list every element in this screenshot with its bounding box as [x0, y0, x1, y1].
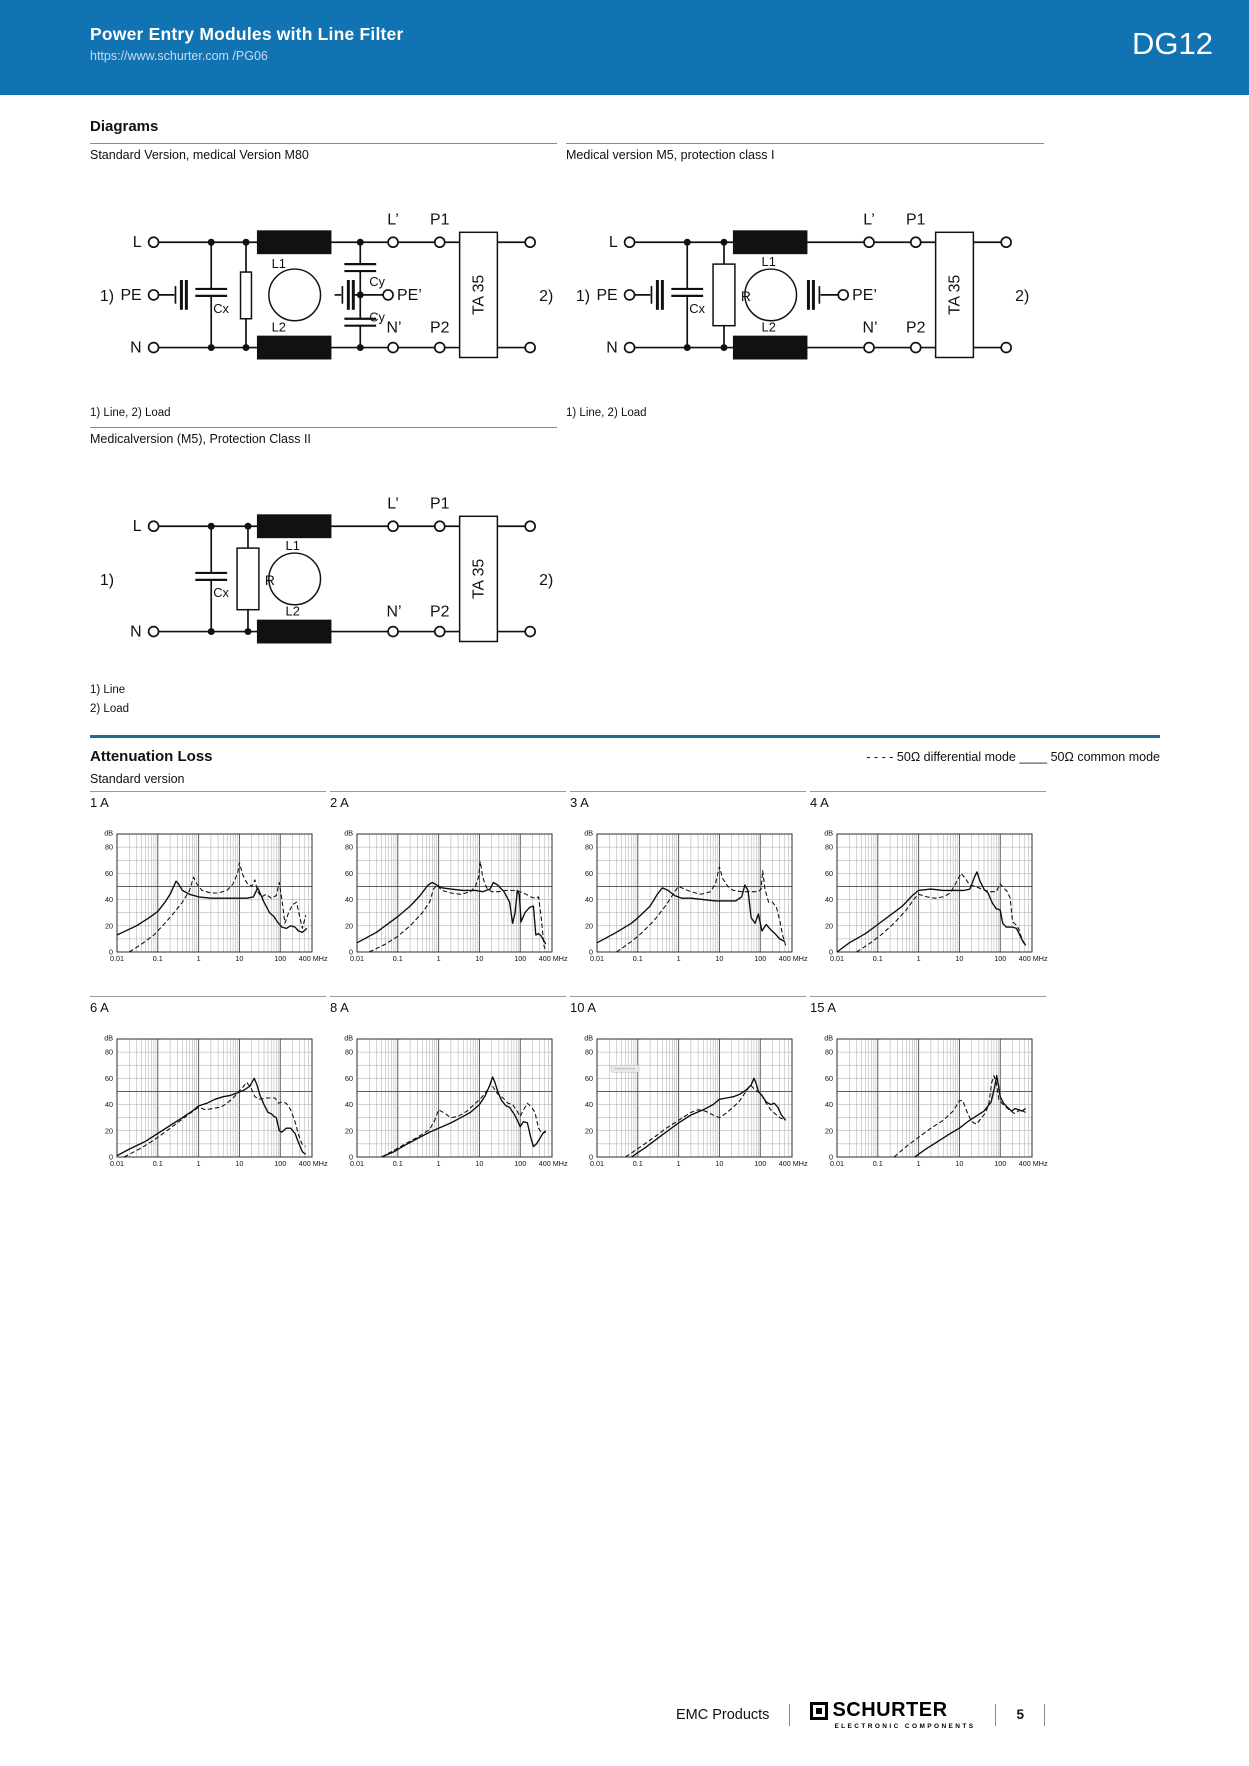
diagram-3-caption-line: 1) Line: [90, 684, 126, 696]
svg-text:0.01: 0.01: [830, 954, 844, 963]
label-PE: PE: [596, 286, 618, 304]
label-ta35: TA 35: [946, 274, 964, 316]
cx-capacitor: [195, 526, 227, 631]
svg-text:0: 0: [349, 1152, 353, 1162]
svg-text:dB: dB: [584, 1033, 593, 1043]
svg-text:1: 1: [436, 954, 441, 963]
svg-text:1: 1: [916, 954, 921, 963]
svg-text:80: 80: [345, 842, 353, 852]
svg-text:0.01: 0.01: [110, 954, 124, 963]
attenuation-chart-3a: [570, 826, 806, 968]
svg-text:0.1: 0.1: [632, 1159, 643, 1168]
diagram-2-title: Medical version M5, protection class I: [566, 143, 1044, 162]
svg-text:40: 40: [585, 895, 593, 905]
diagram-column-left: [90, 143, 557, 727]
pe-prime-branch: [808, 280, 848, 310]
svg-text:1: 1: [676, 954, 681, 963]
label-N-prime: N’: [862, 319, 878, 337]
label-P1: P1: [430, 495, 450, 513]
label-Cy-top: Cy: [369, 273, 385, 289]
svg-text:0: 0: [109, 1152, 113, 1162]
svg-text:0.01: 0.01: [350, 1159, 364, 1168]
svg-text:40: 40: [585, 1100, 593, 1110]
attenuation-section-title: Attenuation Loss: [90, 748, 213, 765]
attenuation-chart-6a: [90, 1031, 326, 1173]
chart-label: 4 A: [810, 791, 1046, 810]
diagram-1-title: Standard Version, medical Version M80: [90, 143, 557, 162]
svg-text:60: 60: [105, 868, 113, 878]
label-ta35: TA 35: [470, 558, 488, 600]
svg-text:20: 20: [585, 1126, 593, 1136]
svg-text:400: 400: [298, 954, 311, 963]
svg-text:MHz: MHz: [552, 1159, 568, 1168]
svg-text:0.1: 0.1: [392, 1159, 403, 1168]
svg-text:40: 40: [105, 1100, 113, 1110]
pe-input: [149, 280, 187, 310]
attenuation-header: [90, 748, 1160, 765]
footer-divider: [789, 1704, 790, 1726]
brand-name: SCHURTER: [832, 1699, 948, 1721]
svg-text:80: 80: [105, 1047, 113, 1057]
svg-text:60: 60: [345, 1073, 353, 1083]
section-divider-rule: [90, 735, 1160, 738]
header: [0, 0, 1249, 95]
svg-text:1: 1: [436, 1159, 441, 1168]
svg-text:MHz: MHz: [552, 954, 568, 963]
svg-text:dB: dB: [104, 1033, 113, 1043]
label-line-1: 1): [99, 287, 115, 305]
svg-text:0: 0: [349, 947, 353, 957]
svg-text:dB: dB: [344, 1033, 353, 1043]
footer-divider: [1044, 1704, 1045, 1726]
chart-cell-2a: [330, 791, 566, 968]
label-L-prime: L’: [387, 495, 399, 513]
attenuation-subtitle: Standard version: [90, 772, 185, 786]
svg-text:0.1: 0.1: [872, 954, 883, 963]
attenuation-chart-2a: [330, 826, 566, 968]
svg-text:40: 40: [825, 1100, 833, 1110]
svg-text:MHz: MHz: [1032, 954, 1048, 963]
svg-text:10: 10: [955, 954, 964, 963]
label-R: R: [740, 287, 751, 304]
svg-text:40: 40: [345, 895, 353, 905]
svg-text:400: 400: [1018, 1159, 1031, 1168]
svg-text:20: 20: [585, 921, 593, 931]
svg-text:400: 400: [538, 954, 551, 963]
svg-text:10: 10: [475, 1159, 484, 1168]
svg-text:40: 40: [345, 1100, 353, 1110]
attenuation-chart-15a: [810, 1031, 1046, 1173]
chart-cell-1a: [90, 791, 326, 968]
chart-cell-10a: [570, 996, 806, 1173]
label-load-2: 2): [1015, 287, 1030, 305]
chart-cell-8a: [330, 996, 566, 1173]
svg-text:60: 60: [345, 868, 353, 878]
svg-text:MHz: MHz: [312, 1159, 328, 1168]
svg-text:10: 10: [235, 1159, 244, 1168]
label-P2: P2: [906, 319, 926, 337]
svg-text:100: 100: [994, 1159, 1007, 1168]
attenuation-legend: - - - - 50Ω differential mode ____ 50Ω common mode: [866, 750, 1160, 764]
resistor-R: [713, 242, 735, 347]
svg-text:10: 10: [475, 954, 484, 963]
svg-text:0.1: 0.1: [392, 954, 403, 963]
svg-text:20: 20: [345, 1126, 353, 1136]
svg-text:10: 10: [955, 1159, 964, 1168]
attenuation-chart-8a: [330, 1031, 566, 1173]
content: [0, 118, 1249, 1173]
chart-label: 15 A: [810, 996, 1046, 1015]
svg-text:100: 100: [274, 1159, 287, 1168]
svg-text:MHz: MHz: [792, 954, 808, 963]
svg-text:MHz: MHz: [1032, 1159, 1048, 1168]
svg-text:0.1: 0.1: [152, 954, 163, 963]
svg-text:20: 20: [345, 921, 353, 931]
svg-text:20: 20: [105, 1126, 113, 1136]
svg-text:100: 100: [754, 954, 767, 963]
page-number: 5: [1016, 1707, 1024, 1722]
svg-text:100: 100: [514, 954, 527, 963]
label-Cy-bottom: Cy: [369, 309, 385, 325]
label-L1: L1: [761, 254, 776, 270]
page-title: Power Entry Modules with Line Filter: [90, 24, 404, 44]
label-PE: PE: [120, 286, 142, 304]
label-N: N: [606, 339, 618, 357]
svg-text:40: 40: [825, 895, 833, 905]
chart-label: 1 A: [90, 791, 326, 810]
svg-text:60: 60: [825, 868, 833, 878]
label-L2: L2: [761, 319, 776, 335]
circuit-diagram-medical-m5-class2: [90, 476, 557, 651]
label-N: N: [130, 339, 142, 357]
svg-text:dB: dB: [104, 828, 113, 838]
svg-text:1: 1: [916, 1159, 921, 1168]
svg-text:0.01: 0.01: [590, 954, 604, 963]
attenuation-chart-1a: [90, 826, 326, 968]
label-L1: L1: [285, 538, 300, 554]
label-L: L: [608, 234, 618, 252]
label-line-1: 1): [575, 287, 591, 305]
svg-text:MHz: MHz: [312, 954, 328, 963]
label-L2: L2: [285, 603, 300, 619]
label-L-prime: L’: [387, 211, 399, 229]
diagram-grid: [90, 143, 1160, 727]
diagram-3-caption-load: 2) Load: [90, 703, 130, 715]
chart-label: 3 A: [570, 791, 806, 810]
svg-text:dB: dB: [824, 828, 833, 838]
svg-text:0.1: 0.1: [872, 1159, 883, 1168]
label-ta35: TA 35: [470, 274, 488, 316]
label-line-1: 1): [99, 571, 115, 589]
label-PE-prime: PE’: [852, 286, 877, 304]
cx-capacitor: [671, 242, 703, 347]
svg-text:20: 20: [825, 921, 833, 931]
svg-text:0: 0: [829, 947, 833, 957]
svg-text:1: 1: [196, 954, 201, 963]
chart-label: 10 A: [570, 996, 806, 1015]
svg-text:0.01: 0.01: [350, 954, 364, 963]
attenuation-chart-4a: [810, 826, 1046, 968]
label-P2: P2: [430, 603, 450, 621]
label-P1: P1: [906, 211, 926, 229]
diagram-3-title: Medicalversion (M5), Protection Class II: [90, 427, 557, 446]
svg-text:400: 400: [1018, 954, 1031, 963]
schurter-logo-icon: [810, 1702, 828, 1720]
discharge-resistor: [241, 242, 252, 347]
svg-text:100: 100: [994, 954, 1007, 963]
svg-text:80: 80: [825, 842, 833, 852]
diagram-column-right: [566, 143, 1044, 427]
brand-logo: [810, 1699, 975, 1730]
svg-text:0.01: 0.01: [830, 1159, 844, 1168]
svg-text:10: 10: [715, 1159, 724, 1168]
diagram-1-caption: 1) Line, 2) Load: [90, 407, 171, 419]
label-L: L: [132, 234, 142, 252]
label-L2: L2: [271, 319, 286, 335]
chart-label: 2 A: [330, 791, 566, 810]
svg-text:0: 0: [589, 1152, 593, 1162]
svg-text:100: 100: [754, 1159, 767, 1168]
svg-text:80: 80: [585, 842, 593, 852]
product-code: DG12: [1132, 26, 1213, 61]
label-L-prime: L’: [863, 211, 875, 229]
choke: [257, 230, 332, 359]
cx-capacitor: [195, 242, 227, 347]
svg-text:dB: dB: [584, 828, 593, 838]
chart-cell-6a: [90, 996, 326, 1173]
label-PE-prime: PE’: [397, 286, 422, 304]
label-L: L: [132, 518, 142, 536]
chart-cell-15a: [810, 996, 1046, 1173]
resistor-R: [237, 526, 259, 631]
svg-text:10: 10: [235, 954, 244, 963]
label-R: R: [264, 571, 275, 588]
header-url[interactable]: https://www.schurter.com /PG06: [90, 49, 268, 63]
svg-text:100: 100: [274, 954, 287, 963]
svg-text:40: 40: [105, 895, 113, 905]
circuit-diagram-medical-m5-class1: [566, 192, 1033, 367]
label-Cx: Cx: [689, 300, 705, 316]
diagrams-section-title: Diagrams: [90, 118, 159, 135]
label-N: N: [130, 623, 142, 641]
svg-text:0.01: 0.01: [590, 1159, 604, 1168]
pe-input: [625, 280, 663, 310]
svg-text:400: 400: [298, 1159, 311, 1168]
chart-label: 6 A: [90, 996, 326, 1015]
label-L1: L1: [271, 256, 286, 272]
svg-text:60: 60: [105, 1073, 113, 1083]
attenuation-chart-10a: [570, 1031, 806, 1173]
label-load-2: 2): [539, 287, 554, 305]
svg-text:60: 60: [585, 1073, 593, 1083]
svg-text:1: 1: [676, 1159, 681, 1168]
svg-text:dB: dB: [824, 1033, 833, 1043]
svg-text:80: 80: [585, 1047, 593, 1057]
svg-text:400: 400: [778, 954, 791, 963]
svg-text:60: 60: [585, 868, 593, 878]
svg-text:0: 0: [829, 1152, 833, 1162]
svg-text:400: 400: [538, 1159, 551, 1168]
svg-text:1: 1: [196, 1159, 201, 1168]
svg-text:100: 100: [514, 1159, 527, 1168]
label-Cx: Cx: [213, 584, 229, 600]
label-N-prime: N’: [386, 603, 402, 621]
svg-text:0.1: 0.1: [632, 954, 643, 963]
chart-cell-3a: [570, 791, 806, 968]
svg-text:MHz: MHz: [792, 1159, 808, 1168]
svg-text:0.1: 0.1: [152, 1159, 163, 1168]
svg-text:dB: dB: [344, 828, 353, 838]
svg-text:0: 0: [109, 947, 113, 957]
label-P1: P1: [430, 211, 450, 229]
footer-divider: [995, 1704, 996, 1726]
svg-text:60: 60: [825, 1073, 833, 1083]
chart-cell-4a: [810, 791, 1046, 968]
attenuation-charts-grid: [90, 791, 1160, 1173]
svg-text:20: 20: [105, 921, 113, 931]
svg-text:80: 80: [825, 1047, 833, 1057]
circuit-diagram-standard-m80: [90, 192, 557, 367]
label-load-2: 2): [539, 571, 554, 589]
svg-text:20: 20: [825, 1126, 833, 1136]
label-N-prime: N’: [386, 319, 402, 337]
footer-category: EMC Products: [675, 1706, 770, 1723]
label-P2: P2: [430, 319, 450, 337]
svg-text:10: 10: [715, 954, 724, 963]
svg-text:80: 80: [345, 1047, 353, 1057]
diagram-2-caption: 1) Line, 2) Load: [566, 407, 647, 419]
page-footer: [676, 1699, 1045, 1730]
label-Cx: Cx: [213, 300, 229, 316]
brand-subtitle: ELECTRONIC COMPONENTS: [834, 1723, 976, 1730]
svg-text:0: 0: [589, 947, 593, 957]
svg-text:80: 80: [105, 842, 113, 852]
chart-label: 8 A: [330, 996, 566, 1015]
svg-text:0.01: 0.01: [110, 1159, 124, 1168]
svg-text:400: 400: [778, 1159, 791, 1168]
